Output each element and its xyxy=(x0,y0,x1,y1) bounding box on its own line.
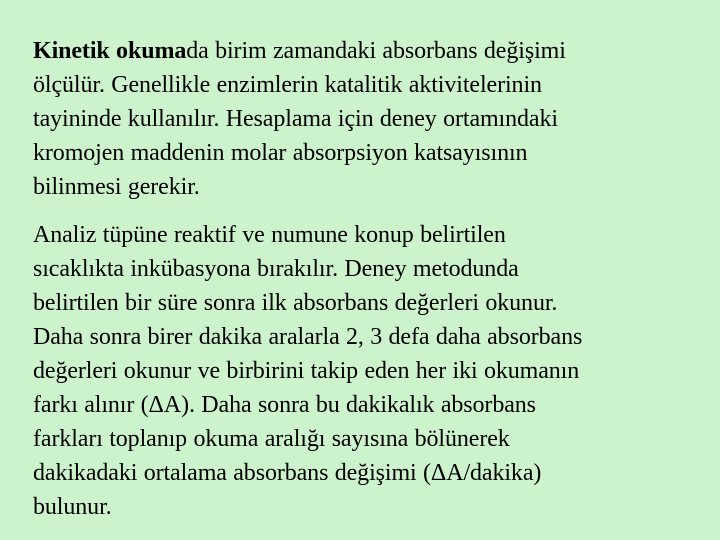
paragraph-line: farkları toplanıp okuma aralığı sayısına bölünerek xyxy=(33,426,510,452)
paragraph-line: dakikadaki ortalama absorbans değişimi (ΔA/dakika) xyxy=(33,460,542,486)
paragraph-kinetic-reading xyxy=(33,34,703,204)
paragraph-line: Analiz tüpüne reaktif ve numune konup belirtilen xyxy=(33,222,506,248)
paragraph-line: Daha sonra birer dakika aralarla 2, 3 defa daha absorbans xyxy=(33,324,583,350)
paragraph-line: kromojen maddenin molar absorpsiyon katsayısının xyxy=(33,140,528,166)
paragraph-line: farkı alınır (ΔA). Daha sonra bu dakikalık absorbans xyxy=(33,392,536,418)
paragraph-line: bulunur. xyxy=(33,494,112,520)
paragraph-line xyxy=(33,34,703,68)
bold-term: Kinetik okuma xyxy=(33,38,187,64)
paragraph-line: ölçülür. Genellikle enzimlerin katalitik aktivitelerinin xyxy=(33,72,542,98)
paragraph-analysis-procedure xyxy=(33,218,703,524)
line-text: da birim zamandaki absorbans değişimi xyxy=(186,38,566,64)
paragraph-line: bilinmesi gerekir. xyxy=(33,174,200,200)
paragraph-line: değerleri okunur ve birbirini takip eden her iki okumanın xyxy=(33,358,580,384)
paragraph-line: belirtilen bir süre sonra ilk absorbans değerleri okunur. xyxy=(33,290,558,316)
paragraph-line: tayininde kullanılır. Hesaplama için deney ortamındaki xyxy=(33,106,558,132)
paragraph-line: sıcaklıkta inkübasyona bırakılır. Deney metodunda xyxy=(33,256,519,282)
